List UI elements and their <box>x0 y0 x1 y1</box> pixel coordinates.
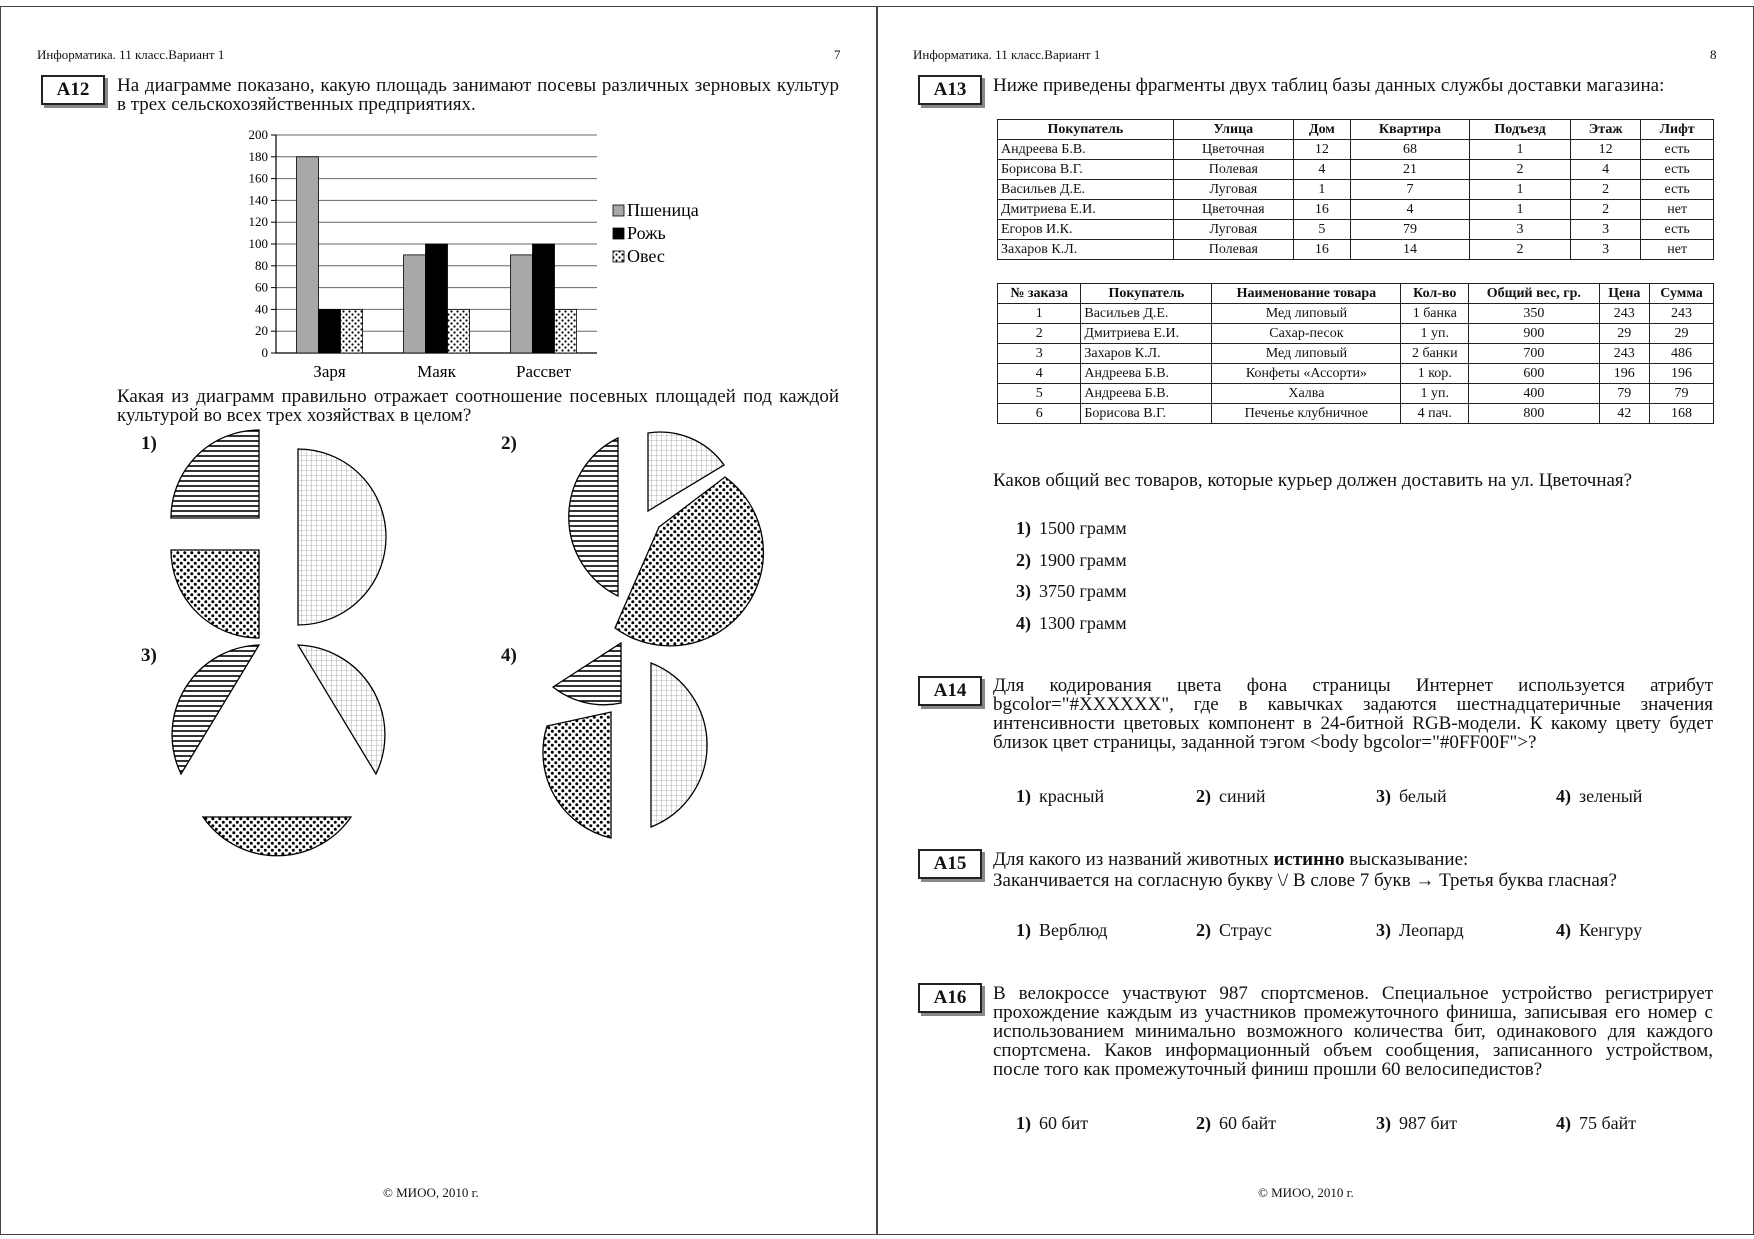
table-cell: 5 <box>1293 220 1350 240</box>
y-tick-label: 160 <box>248 170 268 186</box>
question-label-a15: A15 <box>918 849 982 879</box>
table-cell: Конфеты «Ассорти» <box>1212 364 1401 384</box>
orders-header: Наименование товара <box>1212 284 1401 304</box>
a16-option-2: 2) 60 байт <box>1196 1113 1277 1133</box>
customers-header: Улица <box>1173 120 1293 140</box>
legend-swatch <box>613 205 624 216</box>
table-cell: 900 <box>1469 324 1599 344</box>
table-cell: 243 <box>1650 304 1714 324</box>
question-label-a16: A16 <box>918 983 982 1013</box>
a13-option-4: 4) 1300 грамм <box>1016 613 1127 633</box>
x-tick-label: Рассвет <box>516 362 571 381</box>
a14-option-4: 4) зеленый <box>1556 786 1643 806</box>
customers-table <box>997 119 1714 260</box>
table-cell: 3 <box>1570 220 1640 240</box>
legend-label: Рожь <box>627 223 666 243</box>
a14-option-2: 2) синий <box>1196 786 1266 806</box>
table-cell: Егоров И.К. <box>998 220 1174 240</box>
table-cell: есть <box>1641 220 1714 240</box>
table-cell: 2 <box>1570 200 1640 220</box>
orders-header: Сумма <box>1650 284 1714 304</box>
table-cell: 79 <box>1350 220 1469 240</box>
y-tick-label: 40 <box>255 301 268 317</box>
y-tick-label: 200 <box>248 127 268 142</box>
pie-option-3-label: 3) <box>141 645 157 666</box>
table-cell: 42 <box>1599 404 1649 424</box>
table-row <box>998 384 1714 404</box>
table-cell: Борисова В.Г. <box>1081 404 1212 424</box>
a15-option-2: 2) Страус <box>1196 920 1272 940</box>
orders-header: Кол-во <box>1401 284 1469 304</box>
table-cell: Андреева Б.В. <box>1081 364 1212 384</box>
table-cell: 486 <box>1650 344 1714 364</box>
customers-header: Этаж <box>1570 120 1640 140</box>
a14-option-3: 3) белый <box>1376 786 1447 806</box>
customers-header: Дом <box>1293 120 1350 140</box>
bar-gray <box>404 255 426 353</box>
a15-statement: Заканчивается на согласную букву \/ В слове 7 букв → Третья буква гласная? <box>993 870 1617 891</box>
table-cell: 6 <box>998 404 1081 424</box>
table-cell: 2 банки <box>1401 344 1469 364</box>
table-cell: 243 <box>1599 304 1649 324</box>
table-cell: 14 <box>1350 240 1469 260</box>
a13-question: Каков общий вес товаров, которые курьер должен доставить на ул. Цветочная? <box>993 470 1633 491</box>
customers-header: Лифт <box>1641 120 1714 140</box>
a12-question: Какая из диаграмм правильно отражает соотношение посевных площадей под каждой культурой во всех трех хозяйствах в целом? <box>117 386 839 426</box>
y-tick-label: 180 <box>248 148 268 164</box>
table-cell: Захаров К.Л. <box>1081 344 1212 364</box>
table-cell: Дмитриева Е.И. <box>998 200 1174 220</box>
table-cell: Васильев Д.Е. <box>1081 304 1212 324</box>
legend-label: Овес <box>627 246 665 266</box>
table-cell: 196 <box>1599 364 1649 384</box>
table-cell: 350 <box>1469 304 1599 324</box>
a15-option-4: 4) Кенгуру <box>1556 920 1643 940</box>
table-cell: 3 <box>1570 240 1640 260</box>
a14-text: Для кодирования цвета фона страницы Интернет используется атрибут bgcolor="#XXXXXX", где в кавычках задаются шестнадцатеричные значения интенсивности цветовых компонент в 24-битной RGB-модели. К какому цвету будет близок цвет страницы, заданной тэгом <body bgcolor="#0FF00F">? <box>993 675 1713 753</box>
pie-option-4 <box>543 643 707 838</box>
pie-option-2-label: 2) <box>501 433 517 454</box>
table-cell: 4 <box>998 364 1081 384</box>
table-cell: 3 <box>998 344 1081 364</box>
question-label-a12: A12 <box>41 75 105 105</box>
a13-text: Ниже приведены фрагменты двух таблиц базы данных службы доставки магазина: <box>993 75 1665 96</box>
a13-option-3: 3) 3750 грамм <box>1016 581 1127 601</box>
x-tick-label: Заря <box>313 362 346 381</box>
table-cell: 79 <box>1599 384 1649 404</box>
a14-option-1: 1) красный <box>1016 786 1105 806</box>
table-row <box>998 344 1714 364</box>
a16-option-1: 1) 60 бит <box>1016 1113 1089 1133</box>
table-row <box>998 404 1714 424</box>
a15-option-1: 1) Верблюд <box>1016 920 1108 940</box>
table-cell: 1 кор. <box>1401 364 1469 384</box>
question-label-a13: A13 <box>918 75 982 105</box>
orders-table <box>997 283 1714 424</box>
pie-option-1 <box>171 430 386 638</box>
bar-gray <box>297 157 319 353</box>
y-tick-label: 60 <box>255 279 268 295</box>
orders-header: № заказа <box>998 284 1081 304</box>
table-cell: 2 <box>1470 240 1571 260</box>
table-row <box>998 364 1714 384</box>
table-cell: 79 <box>1650 384 1714 404</box>
table-row <box>998 200 1714 220</box>
table-cell: 700 <box>1469 344 1599 364</box>
table-cell: Полевая <box>1173 160 1293 180</box>
table-cell: 1 <box>1470 200 1571 220</box>
orders-header: Цена <box>1599 284 1649 304</box>
bar-black <box>533 244 555 353</box>
table-cell: 196 <box>1650 364 1714 384</box>
table-cell: нет <box>1641 240 1714 260</box>
page-header: Информатика. 11 класс.Вариант 1 <box>37 47 225 62</box>
table-cell: нет <box>1641 200 1714 220</box>
table-cell: Андреева Б.В. <box>998 140 1174 160</box>
table-cell: 5 <box>998 384 1081 404</box>
table-cell: 2 <box>998 324 1081 344</box>
table-cell: 16 <box>1293 240 1350 260</box>
table-cell: 1 <box>1470 140 1571 160</box>
table-cell: Цветочная <box>1173 200 1293 220</box>
y-tick-label: 100 <box>248 236 268 251</box>
table-cell: 800 <box>1469 404 1599 424</box>
table-row <box>998 324 1714 344</box>
table-cell: Печенье клубничное <box>1212 404 1401 424</box>
table-row <box>998 160 1714 180</box>
table-cell: 68 <box>1350 140 1469 160</box>
bar-chart <box>231 121 951 391</box>
a13-option-1: 1) 1500 грамм <box>1016 518 1127 538</box>
page-header: Информатика. 11 класс.Вариант 1 <box>913 47 1101 62</box>
table-cell: 1 уп. <box>1401 384 1469 404</box>
table-cell: Луговая <box>1173 180 1293 200</box>
table-row <box>998 240 1714 260</box>
table-cell: Мед липовый <box>1212 344 1401 364</box>
page-number: 7 <box>834 47 841 62</box>
table-cell: 4 пач. <box>1401 404 1469 424</box>
a16-option-4: 4) 75 байт <box>1556 1113 1637 1133</box>
table-cell: Захаров К.Л. <box>998 240 1174 260</box>
y-tick-label: 80 <box>255 257 268 273</box>
table-row <box>998 304 1714 324</box>
pie-option-4-label: 4) <box>501 645 517 666</box>
a13-option-2: 2) 1900 грамм <box>1016 550 1127 570</box>
table-cell: 21 <box>1350 160 1469 180</box>
table-cell: 3 <box>1470 220 1571 240</box>
table-cell: 2 <box>1470 160 1571 180</box>
a15-text: Для какого из названий животных истинно высказывание: <box>993 849 1469 870</box>
table-cell: есть <box>1641 180 1714 200</box>
page-footer: © МИОО, 2010 г. <box>1258 1185 1354 1200</box>
table-cell: 4 <box>1350 200 1469 220</box>
pie-option-2 <box>569 432 764 646</box>
table-cell: Луговая <box>1173 220 1293 240</box>
pie-option-3 <box>172 645 385 856</box>
a15-option-3: 3) Леопард <box>1376 920 1464 940</box>
customers-header: Покупатель <box>998 120 1174 140</box>
bar-dots <box>555 309 577 353</box>
table-cell: Халва <box>1212 384 1401 404</box>
table-cell: Дмитриева Е.И. <box>1081 324 1212 344</box>
table-cell: 4 <box>1570 160 1640 180</box>
table-cell: есть <box>1641 140 1714 160</box>
table-cell: 4 <box>1293 160 1350 180</box>
pie-option-1-label: 1) <box>141 433 157 454</box>
orders-header: Покупатель <box>1081 284 1212 304</box>
table-cell: 7 <box>1350 180 1469 200</box>
table-row <box>998 180 1714 200</box>
legend-swatch <box>613 251 624 262</box>
table-cell: 243 <box>1599 344 1649 364</box>
table-cell: Цветочная <box>1173 140 1293 160</box>
bar-black <box>426 244 448 353</box>
table-row <box>998 140 1714 160</box>
pie-options <box>1 425 878 905</box>
table-cell: Андреева Б.В. <box>1081 384 1212 404</box>
legend-swatch <box>613 228 624 239</box>
bar-gray <box>511 255 533 353</box>
table-cell: 16 <box>1293 200 1350 220</box>
customers-header: Квартира <box>1350 120 1469 140</box>
table-cell: 2 <box>1570 180 1640 200</box>
page-footer: © МИОО, 2010 г. <box>383 1185 479 1200</box>
table-cell: 29 <box>1650 324 1714 344</box>
bar-black <box>319 309 341 353</box>
a12-text: На диаграмме показано, какую площадь занимают посевы различных зерновых культур в трех сельскохозяйственных предприятиях. <box>117 75 839 115</box>
y-tick-label: 140 <box>248 192 268 208</box>
table-cell: 12 <box>1293 140 1350 160</box>
y-tick-label: 120 <box>248 214 268 230</box>
table-cell: 1 <box>998 304 1081 324</box>
table-cell: Васильев Д.Е. <box>998 180 1174 200</box>
bar-dots <box>341 309 363 353</box>
table-cell: Мед липовый <box>1212 304 1401 324</box>
table-cell: 1 <box>1470 180 1571 200</box>
page-number: 8 <box>1710 47 1717 62</box>
table-cell: 12 <box>1570 140 1640 160</box>
orders-header: Общий вес, гр. <box>1469 284 1599 304</box>
table-row <box>998 220 1714 240</box>
customers-header: Подъезд <box>1470 120 1571 140</box>
table-cell: есть <box>1641 160 1714 180</box>
table-cell: Полевая <box>1173 240 1293 260</box>
table-cell: 400 <box>1469 384 1599 404</box>
table-cell: 29 <box>1599 324 1649 344</box>
x-tick-label: Маяк <box>417 362 456 381</box>
table-cell: 1 уп. <box>1401 324 1469 344</box>
y-tick-label: 0 <box>261 345 268 360</box>
bar-dots <box>448 309 470 353</box>
table-cell: 168 <box>1650 404 1714 424</box>
y-tick-label: 20 <box>255 323 268 339</box>
left-page <box>0 6 877 1235</box>
question-label-a14: A14 <box>918 676 982 706</box>
table-cell: Сахар-песок <box>1212 324 1401 344</box>
right-page <box>877 6 1754 1235</box>
a16-text: В велокроссе участвуют 987 спортсменов. Специальное устройство регистрирует прохождение каждым из участников промежуточного финиша, записывая его номер с использованием минимально возможного количества бит, одинакового для каждого спортсмена. Каков информационный объем сообщения, записанного устройством, после того как промежуточный финиш прошли 60 велосипедистов? <box>993 983 1713 1080</box>
table-cell: 1 банка <box>1401 304 1469 324</box>
table-cell: 1 <box>1293 180 1350 200</box>
a16-option-3: 3) 987 бит <box>1376 1113 1458 1133</box>
table-cell: 600 <box>1469 364 1599 384</box>
legend-label: Пшеница <box>627 200 699 220</box>
table-cell: Борисова В.Г. <box>998 160 1174 180</box>
